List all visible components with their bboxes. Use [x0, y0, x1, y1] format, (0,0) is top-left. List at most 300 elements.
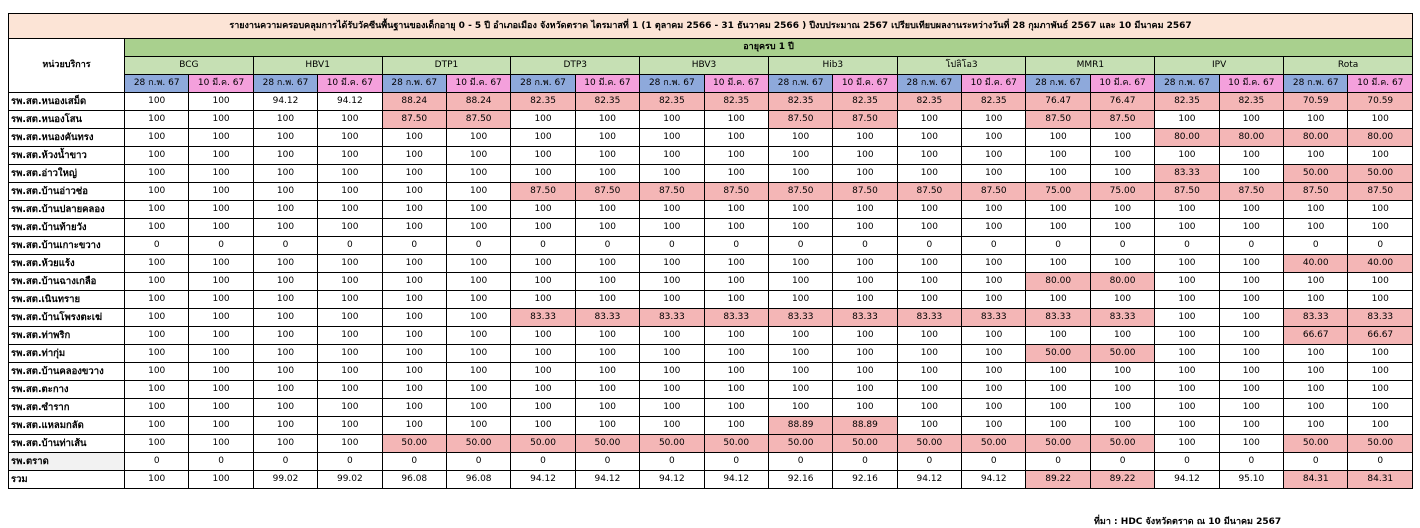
coverage-cell: 87.50 [833, 111, 897, 129]
coverage-cell: 0 [318, 453, 382, 471]
coverage-cell: 100 [962, 255, 1026, 273]
coverage-cell: 100 [253, 255, 317, 273]
date-header-mar: 10 มี.ค. 67 [1219, 75, 1283, 93]
coverage-cell: 100 [1284, 273, 1348, 291]
coverage-cell: 0 [1284, 453, 1348, 471]
coverage-cell: 100 [1155, 111, 1219, 129]
coverage-cell: 83.33 [1155, 165, 1219, 183]
coverage-cell: 87.50 [897, 183, 961, 201]
coverage-cell: 100 [253, 219, 317, 237]
coverage-cell: 50.00 [382, 435, 446, 453]
coverage-cell: 100 [768, 129, 832, 147]
coverage-cell: 100 [962, 363, 1026, 381]
coverage-cell: 100 [640, 399, 704, 417]
coverage-cell: 100 [1090, 219, 1154, 237]
coverage-cell: 100 [253, 345, 317, 363]
coverage-cell: 100 [318, 363, 382, 381]
coverage-cell: 100 [1284, 417, 1348, 435]
coverage-cell: 0 [1026, 453, 1090, 471]
coverage-cell: 100 [575, 417, 639, 435]
coverage-cell: 100 [318, 129, 382, 147]
coverage-cell: 100 [833, 255, 897, 273]
coverage-cell: 87.50 [1026, 111, 1090, 129]
coverage-cell: 100 [704, 381, 768, 399]
coverage-cell: 100 [511, 327, 575, 345]
coverage-cell: 100 [382, 273, 446, 291]
coverage-cell: 100 [1219, 417, 1283, 435]
coverage-cell: 100 [1155, 255, 1219, 273]
coverage-cell: 100 [1348, 201, 1413, 219]
coverage-cell: 0 [1090, 453, 1154, 471]
coverage-cell: 100 [962, 345, 1026, 363]
coverage-cell: 100 [189, 417, 253, 435]
coverage-cell: 0 [897, 453, 961, 471]
date-header-mar: 10 มี.ค. 67 [962, 75, 1026, 93]
coverage-cell: 100 [575, 165, 639, 183]
coverage-cell: 100 [125, 201, 189, 219]
unit-name: รพ.สต.บ้านอ่าวช่อ [9, 183, 125, 201]
coverage-cell: 100 [511, 111, 575, 129]
coverage-cell: 100 [1219, 111, 1283, 129]
coverage-cell: 100 [897, 345, 961, 363]
coverage-cell: 100 [318, 435, 382, 453]
coverage-cell: 100 [962, 399, 1026, 417]
coverage-cell: 87.50 [1155, 183, 1219, 201]
coverage-cell: 100 [704, 291, 768, 309]
coverage-cell: 100 [1090, 201, 1154, 219]
coverage-cell: 100 [125, 273, 189, 291]
coverage-cell: 50.00 [768, 435, 832, 453]
table-row [9, 129, 1413, 147]
coverage-cell: 100 [318, 417, 382, 435]
date-header-mar: 10 มี.ค. 67 [575, 75, 639, 93]
coverage-cell: 100 [897, 201, 961, 219]
coverage-cell: 100 [511, 273, 575, 291]
vaccine-header: HBV1 [253, 57, 382, 75]
coverage-cell: 70.59 [1284, 93, 1348, 111]
coverage-cell: 100 [833, 345, 897, 363]
coverage-cell: 100 [382, 129, 446, 147]
coverage-cell: 100 [382, 219, 446, 237]
coverage-cell: 100 [640, 273, 704, 291]
coverage-cell: 100 [446, 219, 510, 237]
vaccine-header: Hib3 [768, 57, 897, 75]
coverage-cell: 100 [897, 111, 961, 129]
coverage-cell: 0 [189, 453, 253, 471]
coverage-cell: 100 [1219, 273, 1283, 291]
coverage-cell: 100 [962, 219, 1026, 237]
coverage-cell: 0 [125, 453, 189, 471]
coverage-cell: 100 [1090, 417, 1154, 435]
coverage-cell: 100 [318, 219, 382, 237]
coverage-cell: 100 [833, 273, 897, 291]
table-row [9, 237, 1413, 255]
coverage-cell: 100 [446, 309, 510, 327]
coverage-cell: 94.12 [640, 471, 704, 489]
coverage-cell: 100 [1026, 147, 1090, 165]
coverage-cell: 50.00 [511, 435, 575, 453]
coverage-cell: 82.35 [768, 93, 832, 111]
coverage-cell: 100 [253, 273, 317, 291]
coverage-cell: 100 [704, 417, 768, 435]
coverage-cell: 100 [768, 345, 832, 363]
coverage-cell: 83.33 [1026, 309, 1090, 327]
coverage-cell: 100 [1155, 399, 1219, 417]
coverage-cell: 83.33 [1090, 309, 1154, 327]
coverage-cell: 100 [1284, 381, 1348, 399]
coverage-cell: 100 [640, 417, 704, 435]
coverage-cell: 100 [640, 255, 704, 273]
coverage-cell: 100 [575, 399, 639, 417]
coverage-cell: 100 [1348, 111, 1413, 129]
coverage-cell: 100 [253, 327, 317, 345]
table-row [9, 291, 1413, 309]
unit-name: รพ.สต.บ้านเกาะขวาง [9, 237, 125, 255]
coverage-cell: 100 [125, 327, 189, 345]
coverage-cell: 100 [962, 273, 1026, 291]
coverage-cell: 100 [1090, 399, 1154, 417]
coverage-cell: 100 [446, 129, 510, 147]
coverage-cell: 100 [318, 183, 382, 201]
coverage-cell: 100 [318, 147, 382, 165]
coverage-cell: 100 [382, 327, 446, 345]
coverage-cell: 100 [446, 291, 510, 309]
coverage-cell: 100 [1284, 201, 1348, 219]
coverage-cell: 100 [446, 327, 510, 345]
coverage-cell: 50.00 [704, 435, 768, 453]
coverage-cell: 100 [1026, 399, 1090, 417]
coverage-cell: 100 [318, 327, 382, 345]
vaccine-header: IPV [1155, 57, 1284, 75]
coverage-cell: 100 [125, 255, 189, 273]
coverage-cell: 100 [768, 219, 832, 237]
coverage-cell: 100 [1219, 363, 1283, 381]
coverage-cell: 87.50 [382, 111, 446, 129]
coverage-cell: 0 [382, 237, 446, 255]
coverage-cell: 100 [962, 165, 1026, 183]
coverage-cell: 87.50 [640, 183, 704, 201]
coverage-cell: 100 [575, 291, 639, 309]
coverage-cell: 50.00 [1026, 435, 1090, 453]
coverage-cell: 100 [704, 399, 768, 417]
coverage-cell: 100 [125, 363, 189, 381]
coverage-cell: 100 [253, 111, 317, 129]
coverage-cell: 50.00 [1284, 165, 1348, 183]
table-row [9, 363, 1413, 381]
coverage-cell: 100 [253, 399, 317, 417]
coverage-cell: 100 [768, 147, 832, 165]
coverage-cell: 100 [962, 201, 1026, 219]
coverage-cell: 100 [1348, 399, 1413, 417]
coverage-cell: 100 [253, 291, 317, 309]
coverage-cell: 66.67 [1284, 327, 1348, 345]
coverage-cell: 0 [1348, 453, 1413, 471]
coverage-cell: 94.12 [1155, 471, 1219, 489]
coverage-cell: 82.35 [575, 93, 639, 111]
coverage-cell: 100 [768, 165, 832, 183]
coverage-cell: 100 [1284, 363, 1348, 381]
vaccine-header: HBV3 [640, 57, 769, 75]
date-header-mar: 10 มี.ค. 67 [1090, 75, 1154, 93]
coverage-cell: 82.35 [1219, 93, 1283, 111]
coverage-cell: 100 [575, 273, 639, 291]
coverage-cell: 100 [897, 219, 961, 237]
coverage-cell: 83.33 [1284, 309, 1348, 327]
coverage-cell: 100 [1026, 381, 1090, 399]
table-row [9, 345, 1413, 363]
date-header-mar: 10 มี.ค. 67 [318, 75, 382, 93]
coverage-cell: 100 [446, 201, 510, 219]
coverage-cell: 100 [897, 147, 961, 165]
unit-name: รพ.สต.ซำราก [9, 399, 125, 417]
coverage-cell: 100 [1219, 309, 1283, 327]
coverage-cell: 100 [897, 273, 961, 291]
coverage-cell: 100 [833, 291, 897, 309]
coverage-cell: 100 [1219, 219, 1283, 237]
coverage-cell: 87.50 [1284, 183, 1348, 201]
coverage-cell: 100 [125, 291, 189, 309]
coverage-cell: 100 [189, 219, 253, 237]
coverage-cell: 100 [446, 147, 510, 165]
coverage-cell: 100 [1026, 201, 1090, 219]
coverage-cell: 100 [640, 129, 704, 147]
coverage-cell: 100 [640, 147, 704, 165]
table-row [9, 381, 1413, 399]
coverage-cell: 100 [189, 129, 253, 147]
coverage-cell: 100 [125, 435, 189, 453]
coverage-cell: 100 [189, 93, 253, 111]
coverage-cell: 100 [318, 381, 382, 399]
coverage-cell: 100 [189, 183, 253, 201]
coverage-cell: 100 [1348, 147, 1413, 165]
coverage-cell: 50.00 [575, 435, 639, 453]
coverage-cell: 99.02 [318, 471, 382, 489]
coverage-cell: 88.89 [833, 417, 897, 435]
table-row [9, 417, 1413, 435]
coverage-cell: 0 [382, 453, 446, 471]
coverage-cell: 100 [640, 165, 704, 183]
coverage-cell: 100 [962, 327, 1026, 345]
date-header-feb: 28 ก.พ. 67 [1155, 75, 1219, 93]
coverage-cell: 100 [1219, 327, 1283, 345]
coverage-cell: 100 [253, 381, 317, 399]
coverage-cell: 0 [253, 453, 317, 471]
coverage-cell: 83.33 [640, 309, 704, 327]
coverage-cell: 100 [704, 111, 768, 129]
coverage-cell: 83.33 [511, 309, 575, 327]
coverage-cell: 100 [511, 255, 575, 273]
vaccine-header: Rota [1284, 57, 1413, 75]
coverage-cell: 100 [1026, 165, 1090, 183]
coverage-cell: 100 [382, 309, 446, 327]
coverage-cell: 100 [1284, 219, 1348, 237]
coverage-cell: 100 [1026, 219, 1090, 237]
coverage-cell: 100 [1219, 381, 1283, 399]
coverage-cell: 100 [189, 255, 253, 273]
unit-name: รวม [9, 471, 125, 489]
coverage-cell: 100 [382, 381, 446, 399]
coverage-cell: 100 [704, 201, 768, 219]
coverage-cell: 100 [318, 255, 382, 273]
coverage-cell: 50.00 [446, 435, 510, 453]
coverage-cell: 82.35 [897, 93, 961, 111]
coverage-cell: 100 [189, 201, 253, 219]
coverage-cell: 0 [1219, 237, 1283, 255]
coverage-cell: 100 [1284, 345, 1348, 363]
date-header-feb: 28 ก.พ. 67 [768, 75, 832, 93]
coverage-cell: 75.00 [1026, 183, 1090, 201]
coverage-cell: 100 [640, 111, 704, 129]
coverage-cell: 0 [1090, 237, 1154, 255]
coverage-cell: 100 [511, 417, 575, 435]
table-row [9, 165, 1413, 183]
coverage-cell: 76.47 [1026, 93, 1090, 111]
unit-name: รพ.สต.ห้วยแร้ง [9, 255, 125, 273]
coverage-cell: 100 [704, 147, 768, 165]
table-row [9, 201, 1413, 219]
coverage-cell: 100 [318, 345, 382, 363]
coverage-cell: 100 [768, 201, 832, 219]
table-row [9, 111, 1413, 129]
coverage-cell: 0 [1155, 453, 1219, 471]
coverage-cell: 100 [1090, 291, 1154, 309]
coverage-cell: 100 [318, 291, 382, 309]
coverage-cell: 80.00 [1219, 129, 1283, 147]
coverage-cell: 100 [1155, 147, 1219, 165]
date-header-feb: 28 ก.พ. 67 [897, 75, 961, 93]
coverage-cell: 100 [833, 381, 897, 399]
coverage-cell: 83.33 [768, 309, 832, 327]
coverage-cell: 100 [768, 381, 832, 399]
coverage-cell: 100 [575, 345, 639, 363]
coverage-cell: 100 [125, 147, 189, 165]
table-row [9, 93, 1413, 111]
date-header-feb: 28 ก.พ. 67 [640, 75, 704, 93]
coverage-cell: 100 [640, 219, 704, 237]
date-header-feb: 28 ก.พ. 67 [1026, 75, 1090, 93]
coverage-cell: 100 [1348, 363, 1413, 381]
table-row [9, 219, 1413, 237]
vaccine-header: โปลิโอ3 [897, 57, 1026, 75]
coverage-cell: 100 [1155, 345, 1219, 363]
coverage-cell: 100 [125, 93, 189, 111]
coverage-cell: 88.89 [768, 417, 832, 435]
coverage-cell: 100 [1155, 273, 1219, 291]
coverage-cell: 100 [253, 363, 317, 381]
coverage-cell: 100 [640, 381, 704, 399]
coverage-cell: 0 [446, 237, 510, 255]
coverage-cell: 100 [189, 381, 253, 399]
coverage-cell: 94.12 [318, 93, 382, 111]
coverage-cell: 100 [897, 363, 961, 381]
coverage-cell: 100 [189, 471, 253, 489]
coverage-cell: 100 [1348, 345, 1413, 363]
coverage-cell: 0 [1348, 237, 1413, 255]
coverage-cell: 100 [897, 165, 961, 183]
table-row [9, 309, 1413, 327]
coverage-cell: 82.35 [511, 93, 575, 111]
coverage-cell: 100 [1219, 201, 1283, 219]
coverage-cell: 100 [1090, 129, 1154, 147]
coverage-cell: 100 [1155, 435, 1219, 453]
coverage-cell: 100 [446, 273, 510, 291]
coverage-cell: 100 [704, 255, 768, 273]
coverage-cell: 100 [897, 327, 961, 345]
coverage-cell: 100 [704, 327, 768, 345]
coverage-cell: 100 [189, 273, 253, 291]
vaccine-header: MMR1 [1026, 57, 1155, 75]
coverage-cell: 100 [704, 345, 768, 363]
coverage-cell: 100 [253, 417, 317, 435]
date-header-feb: 28 ก.พ. 67 [511, 75, 575, 93]
table-row [9, 273, 1413, 291]
coverage-cell: 80.00 [1090, 273, 1154, 291]
coverage-cell: 100 [768, 363, 832, 381]
coverage-cell: 100 [833, 165, 897, 183]
coverage-cell: 96.08 [382, 471, 446, 489]
coverage-cell: 76.47 [1090, 93, 1154, 111]
coverage-cell: 100 [189, 345, 253, 363]
coverage-cell: 100 [1155, 219, 1219, 237]
coverage-cell: 100 [575, 201, 639, 219]
coverage-cell: 100 [768, 291, 832, 309]
table-row [9, 453, 1413, 471]
coverage-cell: 0 [897, 237, 961, 255]
coverage-cell: 50.00 [1284, 435, 1348, 453]
coverage-cell: 100 [1090, 255, 1154, 273]
coverage-cell: 100 [125, 345, 189, 363]
coverage-cell: 82.35 [640, 93, 704, 111]
unit-column-header: หน่วยบริการ [9, 39, 125, 93]
vaccine-header: DTP1 [382, 57, 511, 75]
coverage-cell: 100 [511, 201, 575, 219]
unit-name: รพ.สต.ท่ากุ่ม [9, 345, 125, 363]
coverage-cell: 100 [253, 147, 317, 165]
coverage-cell: 87.50 [833, 183, 897, 201]
coverage-cell: 100 [511, 219, 575, 237]
coverage-cell: 0 [833, 237, 897, 255]
coverage-cell: 100 [1284, 111, 1348, 129]
coverage-cell: 99.02 [253, 471, 317, 489]
coverage-cell: 100 [897, 291, 961, 309]
date-header-mar: 10 มี.ค. 67 [833, 75, 897, 93]
coverage-cell: 100 [318, 399, 382, 417]
coverage-cell: 87.50 [962, 183, 1026, 201]
coverage-cell: 0 [1026, 237, 1090, 255]
report-sheet [8, 13, 1413, 527]
coverage-cell: 0 [575, 453, 639, 471]
unit-name: รพ.สต.ตะกาง [9, 381, 125, 399]
coverage-cell: 100 [962, 291, 1026, 309]
coverage-cell: 100 [382, 255, 446, 273]
coverage-cell: 88.24 [446, 93, 510, 111]
coverage-cell: 75.00 [1090, 183, 1154, 201]
coverage-cell: 100 [575, 147, 639, 165]
coverage-cell: 100 [125, 417, 189, 435]
coverage-cell: 100 [318, 273, 382, 291]
coverage-cell: 89.22 [1026, 471, 1090, 489]
coverage-cell: 100 [1155, 291, 1219, 309]
coverage-cell: 100 [575, 219, 639, 237]
coverage-cell: 100 [125, 309, 189, 327]
coverage-cell: 100 [318, 309, 382, 327]
coverage-cell: 100 [253, 129, 317, 147]
unit-name: รพ.สต.อ่าวใหญ่ [9, 165, 125, 183]
coverage-cell: 100 [1090, 147, 1154, 165]
coverage-cell: 0 [1155, 237, 1219, 255]
coverage-cell: 100 [189, 309, 253, 327]
coverage-cell: 94.12 [253, 93, 317, 111]
